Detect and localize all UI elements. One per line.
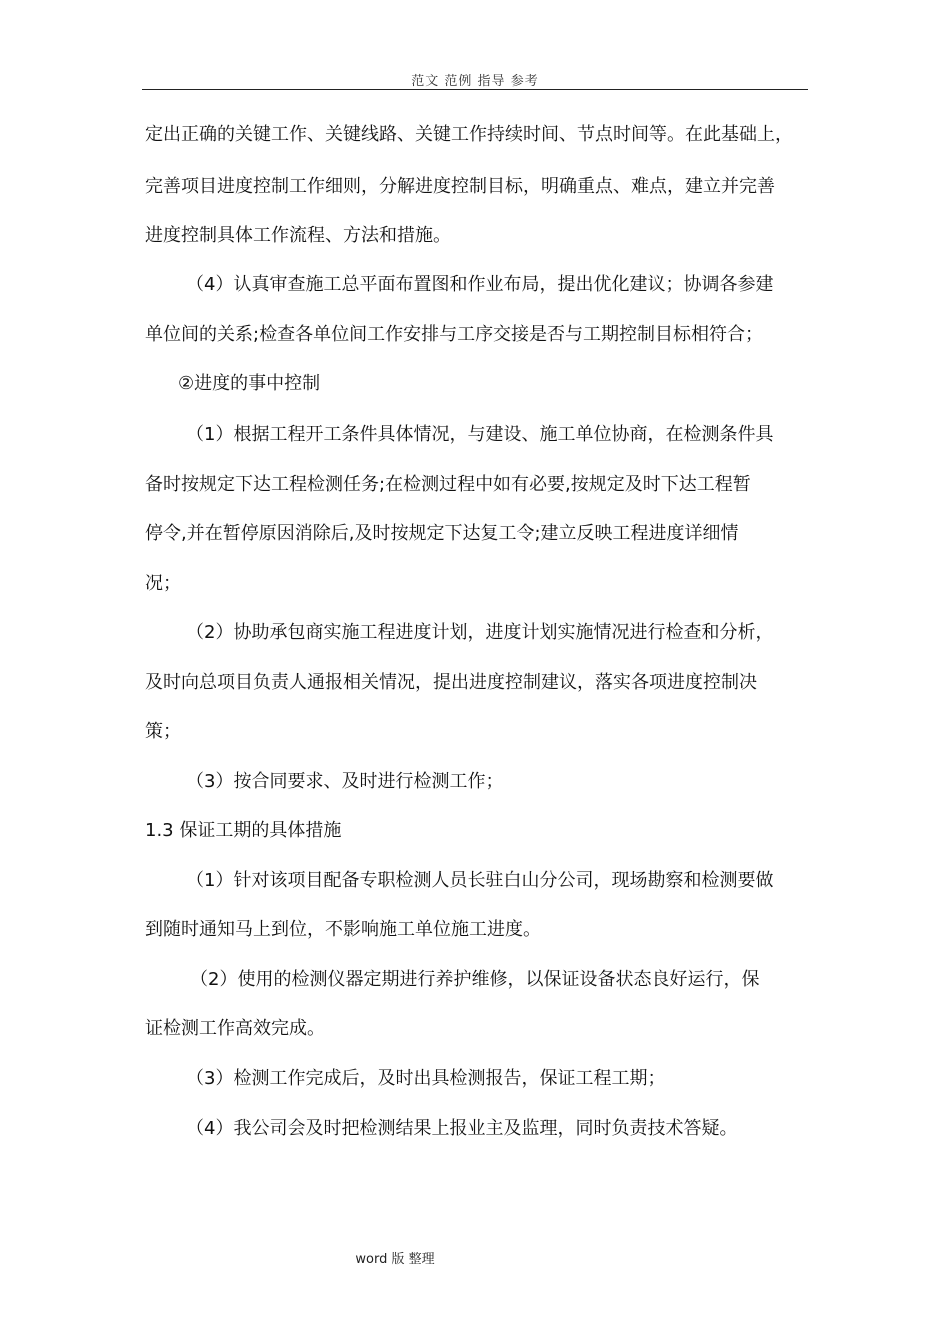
section-heading: ②进度的事中控制: [178, 373, 321, 394]
paragraph-line: 备时按规定下达工程检测任务;在检测过程中如有必要,按规定及时下达工程暂: [145, 474, 751, 495]
page-header: 范文 范例 指导 参考: [411, 74, 539, 89]
header-divider: [142, 89, 808, 90]
paragraph-line: 策；: [145, 721, 181, 742]
paragraph-line: 停令,并在暂停原因消除后,及时按规定下达复工令;建立反映工程进度详细情: [145, 523, 739, 544]
paragraph-line: （4）认真审查施工总平面布置图和作业布局，提出优化建议；协调各参建: [186, 274, 774, 295]
paragraph-line: 及时向总项目负责人通报相关情况，提出进度控制建议，落实各项进度控制决: [145, 672, 757, 693]
paragraph-line: 况；: [145, 573, 181, 594]
paragraph-line: （3）按合同要求、及时进行检测工作；: [186, 771, 504, 792]
paragraph-line: （1）针对该项目配备专职检测人员长驻白山分公司，现场勘察和检测要做: [186, 870, 774, 891]
paragraph-line: 到随时通知马上到位，不影响施工单位施工进度。: [145, 919, 541, 940]
paragraph-line: （2）使用的检测仪器定期进行养护维修，以保证设备状态良好运行，保: [190, 969, 760, 990]
paragraph-line: 进度控制具体工作流程、方法和措施。: [145, 225, 451, 246]
paragraph-line: 证检测工作高效完成。: [145, 1018, 325, 1039]
paragraph-line: 单位间的关系;检查各单位间工作安排与工序交接是否与工期控制目标相符合；: [145, 324, 764, 345]
paragraph-line: （2）协助承包商实施工程进度计划，进度计划实施情况进行检查和分析，: [186, 622, 774, 643]
paragraph-line: 完善项目进度控制工作细则，分解进度控制目标，明确重点、难点，建立并完善: [145, 176, 775, 197]
section-heading: 1.3 保证工期的具体措施: [145, 820, 342, 841]
paragraph-line: （3）检测工作完成后，及时出具检测报告，保证工程工期；: [186, 1068, 666, 1089]
paragraph-line: 定出正确的关键工作、关键线路、关键工作持续时间、节点时间等。在此基础上，: [145, 124, 793, 145]
paragraph-line: （4）我公司会及时把检测结果上报业主及监理，同时负责技术答疑。: [186, 1118, 738, 1139]
page-footer: word 版 整理: [355, 1252, 435, 1267]
paragraph-line: （1）根据工程开工条件具体情况，与建设、施工单位协商，在检测条件具: [186, 424, 774, 445]
